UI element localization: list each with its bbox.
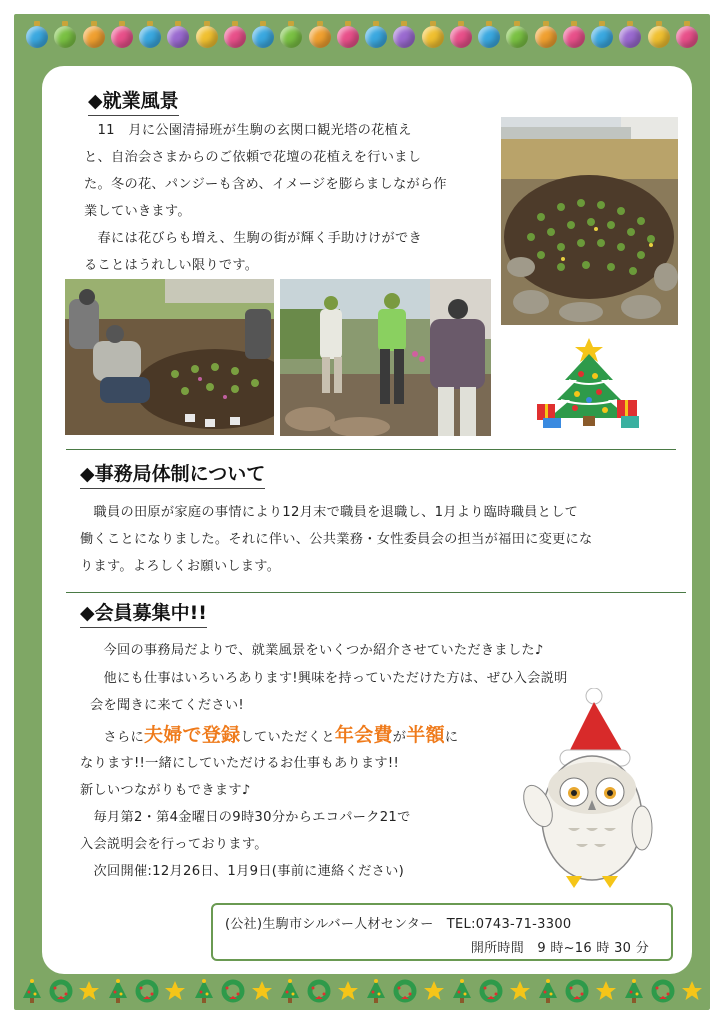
tree-icon <box>106 978 130 1004</box>
section3-paragraph <box>90 637 568 720</box>
text-line: 働くことになりました。それに伴い、公共業務・女性委員会の担当が福田に変更にな <box>80 532 593 547</box>
ornament-ball-icon <box>26 26 48 48</box>
ornament-ball-icon <box>280 26 302 48</box>
wreath-icon <box>479 978 503 1004</box>
tree-icon <box>192 978 216 1004</box>
text-line: 会を聞きに来てください! <box>90 698 244 713</box>
star-icon <box>336 978 360 1004</box>
ornament-ball-icon <box>676 26 698 48</box>
text-line: 職員の田原が家庭の事情により12月末で職員を退職し、1月より臨時職員として <box>80 505 579 520</box>
ornament-ball-icon <box>450 26 472 48</box>
ornament-ball-icon <box>252 26 274 48</box>
section3-paragraph-2 <box>80 750 411 885</box>
bottom-decoration-row <box>20 976 704 1006</box>
flowerbed-photo <box>501 117 678 325</box>
star-icon <box>163 978 187 1004</box>
ornament-ball-icon <box>422 26 444 48</box>
ornament-ball-icon <box>167 26 189 48</box>
wreath-icon <box>221 978 245 1004</box>
highlight-half-price: 半額 <box>406 724 445 746</box>
section-divider <box>66 449 676 450</box>
ornament-ball-icon <box>54 26 76 48</box>
text-line: た。冬の花、パンジーも含め、イメージを膨らましながら作 <box>84 177 447 192</box>
text-fragment: さらに <box>90 730 144 745</box>
section-heading-work-scene: ◆就業風景 <box>88 86 179 116</box>
star-icon <box>594 978 618 1004</box>
star-icon <box>680 978 704 1004</box>
ornament-ball-icon <box>535 26 557 48</box>
ornament-row <box>26 24 698 50</box>
highlight-couple-register: 夫婦で登録 <box>143 724 241 746</box>
ornament-ball-icon <box>83 26 105 48</box>
couple-discount-line <box>90 720 458 753</box>
text-line: 入会説明会を行っております。 <box>80 837 268 852</box>
ornament-ball-icon <box>111 26 133 48</box>
ornament-ball-icon <box>393 26 415 48</box>
text-line: ることはうれしい限りです。 <box>84 258 259 273</box>
contact-info-box <box>211 903 673 961</box>
wreath-icon <box>49 978 73 1004</box>
ornament-ball-icon <box>139 26 161 48</box>
organization-phone: (公社)生駒市シルバー人材センター TEL:0743-71-3300 <box>225 917 572 932</box>
christmas-tree-illustration <box>533 334 645 430</box>
text-line: 今回の事務局だよりで、就業風景をいくつか紹介させていただきました♪ <box>90 643 544 658</box>
text-line: 11 月に公園清掃班が生駒の玄関口観光塔の花植え <box>84 123 412 138</box>
star-icon <box>250 978 274 1004</box>
star-icon <box>508 978 532 1004</box>
opening-hours: 開所時間 9 時~16 時 30 分 <box>470 941 649 956</box>
section-divider <box>66 592 686 593</box>
star-icon <box>77 978 101 1004</box>
wreath-icon <box>651 978 675 1004</box>
tree-icon <box>536 978 560 1004</box>
text-line: 業していきます。 <box>84 204 191 219</box>
text-line: 毎月第2・第4金曜日の9時30分からエコパーク21で <box>80 810 411 825</box>
section1-paragraph <box>84 117 447 279</box>
planting-photo-right <box>280 279 491 436</box>
owl-mascot-illustration <box>522 688 658 892</box>
text-line: と、自治会さまからのご依頼で花壇の花植えを行いまし <box>84 150 422 165</box>
wreath-icon <box>393 978 417 1004</box>
text-line: 次回開催:12月26日、1月9日(事前に連絡ください) <box>80 864 405 879</box>
text-fragment: していただくと <box>240 730 335 745</box>
text-line: 他にも仕事はいろいろあります!興味を持っていただけた方は、ぜひ入会説明 <box>90 670 568 686</box>
section2-paragraph <box>80 499 593 580</box>
ornament-ball-icon <box>591 26 613 48</box>
text-line: 春には花びらも増え、生駒の街が輝く手助けけができ <box>84 231 422 246</box>
ornament-ball-icon <box>478 26 500 48</box>
ornament-ball-icon <box>309 26 331 48</box>
wreath-icon <box>565 978 589 1004</box>
section-heading-member-recruit: ◆会員募集中!! <box>80 598 207 628</box>
planting-photo-left <box>65 279 274 435</box>
section-heading-office-structure: ◆事務局体制について <box>80 459 265 489</box>
text-line: なります!!一緒にしていただけるお仕事もあります!! <box>80 756 400 771</box>
highlight-annual-fee: 年会費 <box>334 724 393 746</box>
ornament-ball-icon <box>365 26 387 48</box>
wreath-icon <box>307 978 331 1004</box>
star-icon <box>422 978 446 1004</box>
ornament-ball-icon <box>196 26 218 48</box>
tree-icon <box>622 978 646 1004</box>
ornament-ball-icon <box>563 26 585 48</box>
ornament-ball-icon <box>619 26 641 48</box>
tree-icon <box>20 978 44 1004</box>
wreath-icon <box>135 978 159 1004</box>
text-line: ります。よろしくお願いします。 <box>80 559 281 574</box>
text-fragment: が <box>392 730 407 745</box>
ornament-ball-icon <box>337 26 359 48</box>
text-fragment: に <box>444 730 459 745</box>
tree-icon <box>278 978 302 1004</box>
ornament-ball-icon <box>224 26 246 48</box>
ornament-ball-icon <box>648 26 670 48</box>
ornament-ball-icon <box>506 26 528 48</box>
text-line: 新しいつながりもできます♪ <box>80 783 251 798</box>
tree-icon <box>450 978 474 1004</box>
tree-icon <box>364 978 388 1004</box>
